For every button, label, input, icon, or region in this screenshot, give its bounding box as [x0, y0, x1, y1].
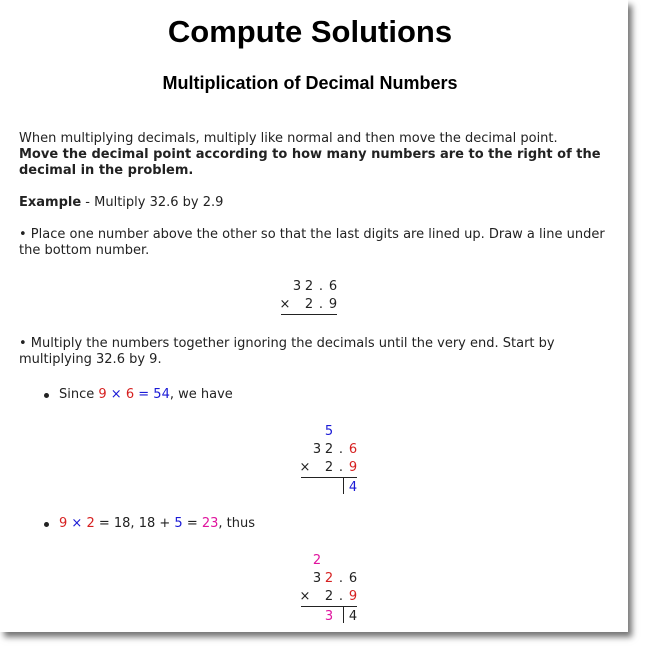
answer-digit: 4: [348, 609, 358, 624]
bullet-marker: [44, 522, 49, 527]
carry-digit: 2: [312, 553, 322, 568]
intro-line: When multiplying decimals, multiply like normal and then move the decimal point.: [19, 131, 558, 146]
times-sign: ×: [299, 589, 311, 604]
equals-sign: =: [182, 516, 202, 531]
times-sign: ×: [106, 387, 126, 402]
sub-step-two: [59, 516, 459, 532]
top-digit: 2: [324, 442, 334, 457]
sub-step-text: = 18, 18 +: [94, 516, 175, 531]
multiplicand-digit: 2: [86, 516, 95, 531]
bottom-point: .: [338, 460, 344, 475]
multiplier-digit: 9: [98, 387, 107, 402]
top-point: .: [338, 571, 344, 586]
setup-top-digit: 6: [328, 279, 338, 294]
column-divider: [343, 607, 344, 623]
step-place-numbers: • Place one number above the other so that the last digits are lined up. Draw a line under the bottom number.: [19, 227, 605, 258]
sub-step-text: , we have: [169, 387, 233, 402]
sum-value: 23: [201, 516, 219, 531]
top-digit: 6: [348, 571, 358, 586]
setup-times-sign: ×: [279, 297, 291, 312]
top-digit-highlight: 2: [324, 571, 334, 586]
times-sign: ×: [299, 460, 311, 475]
example-line: [19, 195, 609, 211]
setup-bottom-digit: 9: [328, 297, 338, 312]
setup-bottom-point: .: [318, 297, 324, 312]
bottom-digit: 2: [324, 589, 334, 604]
product-value: 54: [153, 387, 170, 402]
bottom-digit: 2: [324, 460, 334, 475]
setup-problem: [279, 279, 349, 319]
page-title: Compute Solutions: [167, 14, 453, 49]
bottom-digit-highlight: 9: [348, 460, 358, 475]
carry-value: 5: [174, 516, 183, 531]
column-divider: [343, 478, 344, 494]
step-multiply-ignoring-decimals: • Multiply the numbers together ignoring the decimals until the very end. Start by multiplying 32.6 by 9.: [19, 336, 555, 367]
carry-digit: 5: [324, 424, 334, 439]
top-digit: 3: [312, 442, 322, 457]
example-text: - Multiply 32.6 by 2.9: [81, 195, 224, 210]
work-step-two: [299, 553, 369, 628]
work-underline: [301, 477, 357, 478]
setup-underline: [281, 314, 337, 315]
setup-top-point: .: [318, 279, 324, 294]
top-digit: 3: [312, 571, 322, 586]
intro-paragraph: [19, 131, 609, 179]
equals-sign: =: [134, 387, 154, 402]
sub-step-text: Since: [59, 387, 99, 402]
example-label: Example: [19, 195, 82, 210]
work-step-one: [299, 424, 369, 499]
top-point: .: [338, 442, 344, 457]
answer-digit: 3: [324, 609, 334, 624]
sub-step-text: , thus: [218, 516, 256, 531]
multiplicand-digit: 6: [125, 387, 135, 402]
top-digit-highlight: 6: [348, 442, 358, 457]
setup-bottom-digit: 2: [304, 297, 314, 312]
times-sign: ×: [67, 516, 87, 531]
bottom-digit-highlight: 9: [348, 589, 358, 604]
sub-step-one: [59, 387, 459, 403]
bottom-point: .: [338, 589, 344, 604]
setup-top-digit: 3: [292, 279, 302, 294]
intro-bold-line: Move the decimal point according to how many numbers are to the right of the decimal in the problem.: [19, 147, 601, 178]
answer-digit: 4: [348, 480, 358, 495]
work-underline: [301, 606, 357, 607]
multiplier-digit: 9: [59, 516, 68, 531]
page-subtitle: Multiplication of Decimal Numbers: [162, 73, 458, 93]
setup-top-digit: 2: [304, 279, 314, 294]
bullet-marker: [44, 393, 49, 398]
